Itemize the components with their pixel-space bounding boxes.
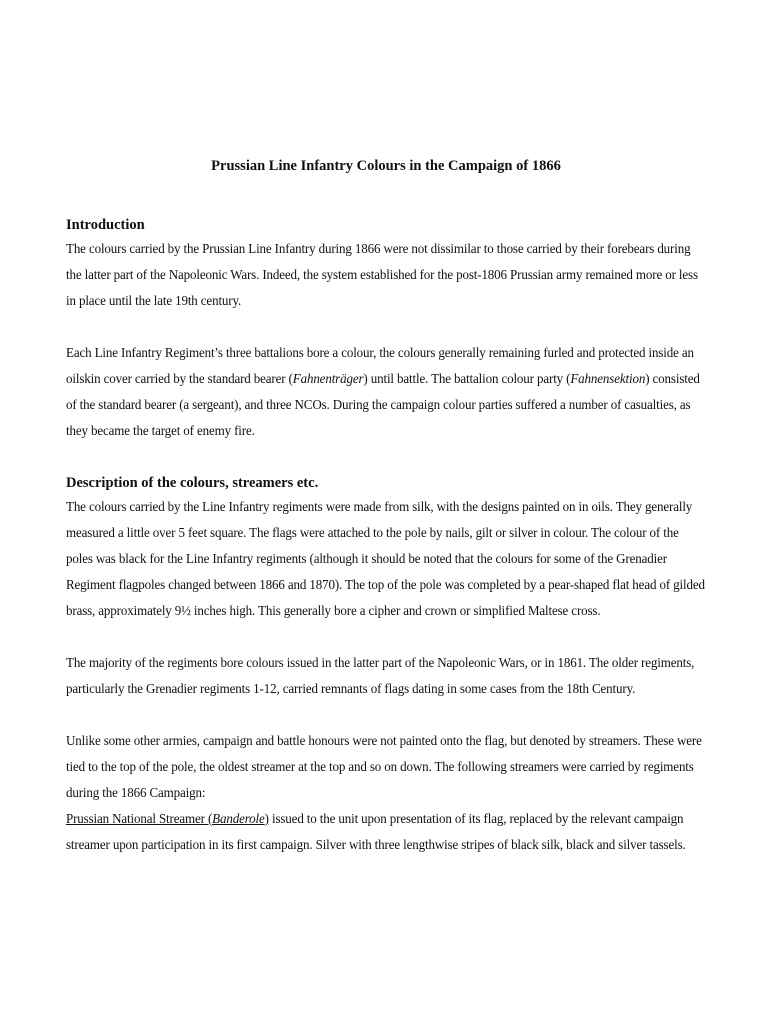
section-heading-introduction: Introduction	[66, 217, 145, 233]
paragraph	[66, 651, 708, 703]
paragraph-italic-term: Fahnenträger	[292, 372, 364, 387]
streamer-term-italic: Banderole	[212, 812, 265, 827]
paragraph-text: The colours carried by the Prussian Line Infantry during 1866 were not dissimilar to those carried by their forebears during the latter part of the Napoleonic Wars. Indeed, the system established for the post-1806 Prussian army remained more or less in place until the late 19th century.	[66, 242, 698, 309]
paragraph	[66, 729, 708, 807]
paragraph-text: ) until battle. The battalion colour party (	[363, 372, 571, 387]
paragraph-text: The majority of the regiments bore colours issued in the latter part of the Napoleonic Wars, or in 1861. The older regiments, particularly the Grenadier regiments 1-12, carried remnants of flags dating in some cases from the 18th Century.	[66, 656, 695, 697]
streamer-term: )	[264, 812, 269, 827]
paragraph-text: The colours carried by the Line Infantry regiments were made from silk, with the designs painted on in oils. They generally measured a little over 5 feet square. The flags were attached to the pole by nails, gilt or silver in colour. The colour of the poles was black for the Line Infantry regiments (although it should be noted that the colours for some of the Grenadier Regiment flagpoles changed between 1866 and 1870). The top of the pole was completed by a pear-shaped flat head of gilded brass, approximately 9½ inches high. This generally bore a cipher and crown or simplified Maltese cross.	[66, 500, 705, 619]
paragraph-text: issued to the unit upon presentation of its flag, replaced by the relevant campaign streamer upon participation in its first campaign. Silver with three lengthwise stripes of black silk, black and silver tassels.	[66, 812, 686, 853]
document-page	[66, 152, 706, 859]
paragraph-text: Unlike some other armies, campaign and battle honours were not painted onto the flag, but denoted by streamers. These were tied to the top of the pole, the oldest streamer at the top and so on down. The following streamers were carried by regiments during the 1866 Campaign:	[66, 734, 702, 801]
paragraph	[66, 237, 708, 315]
paragraph-text: Each Line Infantry Regiment’s three battalions bore a colour, the colours generally remaining furled and protected inside an oilskin cover carried by the standard bearer (	[66, 346, 694, 387]
paragraph-italic-term: Fahnensektion	[570, 372, 646, 387]
paragraph	[66, 341, 708, 445]
paragraph-text: ) consisted of the standard bearer (a sergeant), and three NCOs. During the campaign colour parties suffered a number of casualties, as they became the target of enemy fire.	[66, 372, 700, 439]
paragraph	[66, 495, 708, 625]
section-heading-description: Description of the colours, streamers etc.	[66, 475, 319, 491]
document-title: Prussian Line Infantry Colours in the Campaign of 1866	[211, 158, 561, 174]
paragraph-streamer-definition	[66, 807, 708, 859]
streamer-term: Prussian National Streamer (	[66, 812, 213, 827]
